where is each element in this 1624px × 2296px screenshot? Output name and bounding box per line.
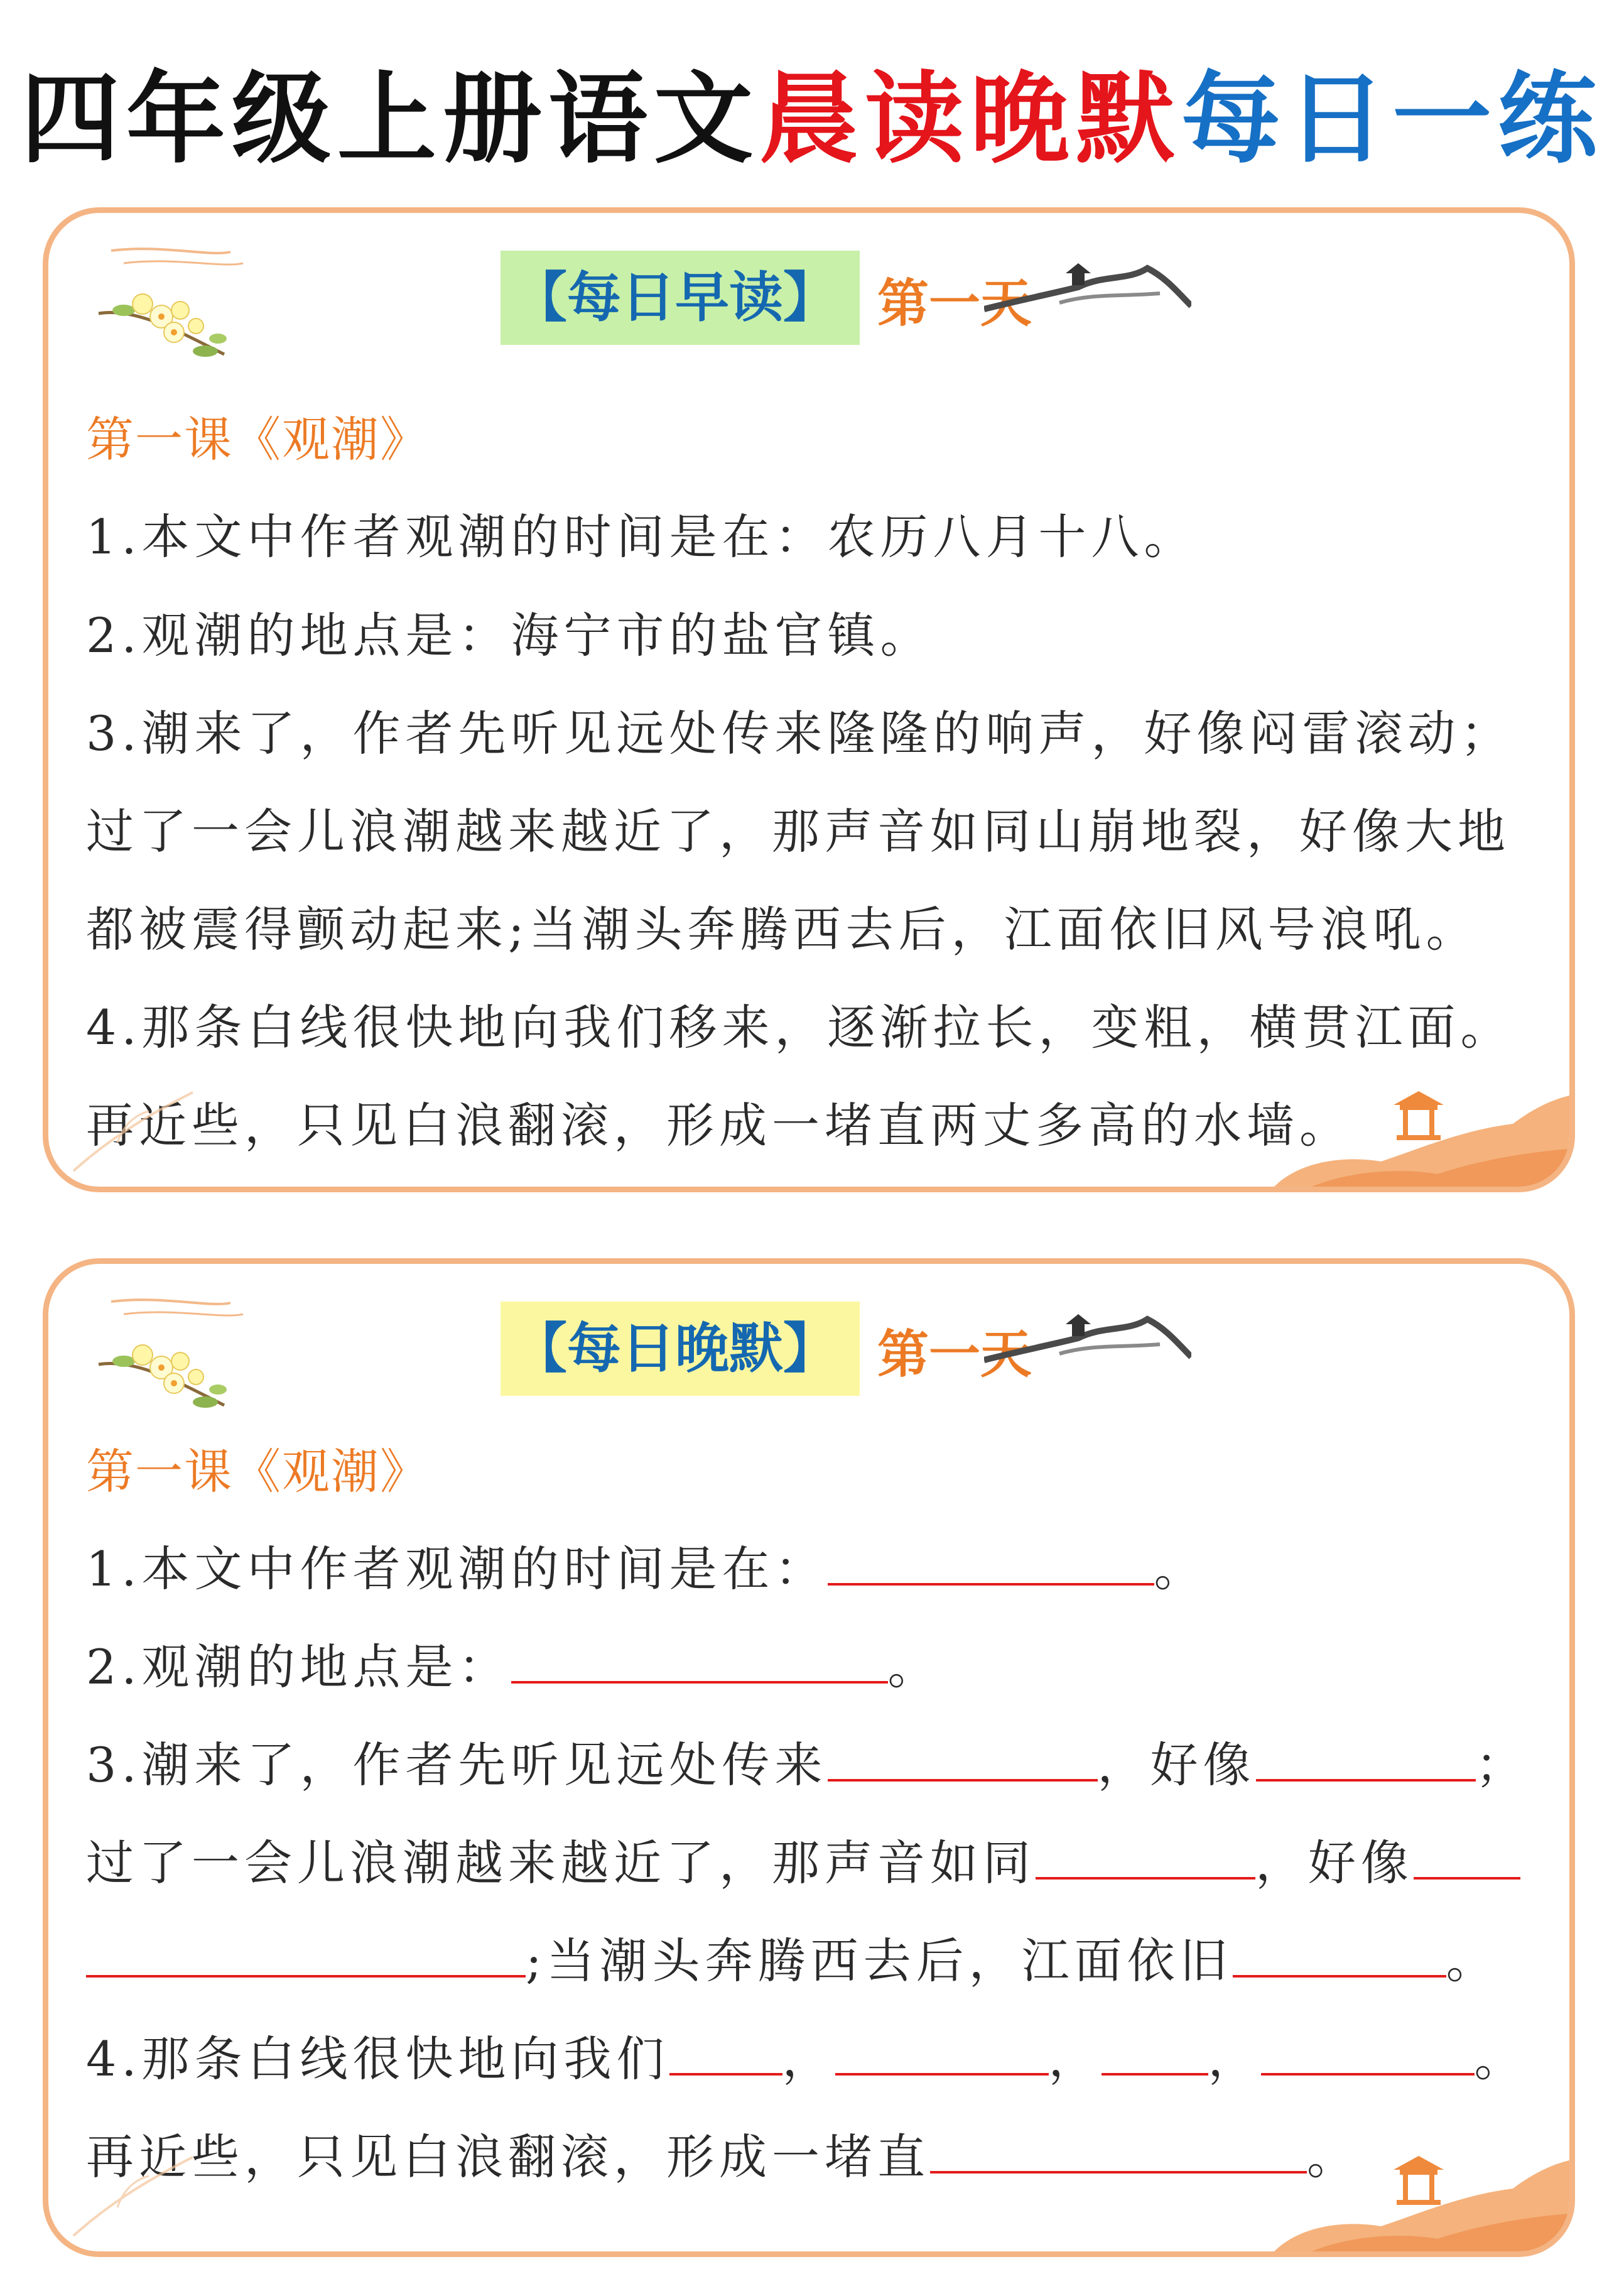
answer-blank[interactable] bbox=[1414, 1838, 1520, 1880]
line-text: 再近些，只见白浪翻滚，形成一堵直 bbox=[86, 2129, 930, 2185]
line-text: 。 bbox=[1154, 1541, 1207, 1597]
line-text: 。 bbox=[887, 1639, 941, 1695]
line-text: ， bbox=[1208, 2031, 1261, 2087]
answer-blank[interactable] bbox=[1102, 2034, 1208, 2076]
line-text: ，好像 bbox=[1255, 1835, 1414, 1891]
morning-line: 过了一会儿浪潮越来越近了，那声音如同山崩地裂，好像大地 bbox=[86, 803, 1510, 859]
evening-dictation-card bbox=[43, 1258, 1575, 2257]
pavilion-icon bbox=[1274, 2126, 1569, 2251]
line-text: 2.观潮的地点是： bbox=[86, 1639, 511, 1695]
evening-lesson-title: 第一课《观潮》 bbox=[86, 1444, 429, 1499]
morning-line: 2.观潮的地点是：海宁市的盐官镇。 bbox=[86, 607, 933, 663]
answer-blank[interactable] bbox=[669, 2034, 782, 2076]
line-text: 。 bbox=[1446, 1933, 1499, 1989]
pavilion-icon bbox=[1274, 1061, 1569, 1187]
answer-blank[interactable] bbox=[86, 1936, 526, 1978]
mountain-pavilion-icon bbox=[984, 1300, 1191, 1395]
line-text: 3.潮来了，作者先听见远处传来 bbox=[86, 1737, 828, 1793]
morning-line: 都被震得颤动起来;当潮头奔腾西去后，江面依旧风号浪吼。 bbox=[86, 901, 1479, 957]
answer-blank[interactable] bbox=[828, 1544, 1154, 1586]
flower-branch-icon bbox=[86, 1289, 274, 1415]
line-text: 4.那条白线很快地向我们 bbox=[86, 2031, 669, 2087]
twig-decoration-icon bbox=[67, 2145, 212, 2239]
line-text: 过了一会儿浪潮越来越近了，那声音如同 bbox=[86, 1835, 1036, 1891]
evening-line-6 bbox=[86, 2021, 1527, 2089]
morning-lesson-title: 第一课《观潮》 bbox=[86, 411, 429, 467]
evening-line-5 bbox=[86, 1923, 1499, 1991]
morning-tag: 【每日早读】 bbox=[501, 251, 860, 345]
answer-blank[interactable] bbox=[835, 2034, 1049, 2076]
title-grade-subject: 四年级上册语文 bbox=[21, 62, 759, 177]
page-title bbox=[0, 57, 1624, 182]
answer-blank[interactable] bbox=[1036, 1838, 1255, 1880]
morning-line: 1.本文中作者观潮的时间是在：农历八月十八。 bbox=[86, 509, 1197, 565]
morning-line: 再近些，只见白浪翻滚，形成一堵直两丈多高的水墙。 bbox=[86, 1097, 1352, 1153]
line-text: ， bbox=[1048, 2031, 1102, 2087]
answer-blank[interactable] bbox=[1261, 2034, 1475, 2076]
title-morning-evening: 晨读晚默 bbox=[759, 62, 1181, 177]
answer-blank[interactable] bbox=[828, 1740, 1098, 1782]
evening-line-4 bbox=[86, 1825, 1520, 1893]
line-text: ，好像 bbox=[1097, 1737, 1256, 1793]
twig-decoration-icon bbox=[67, 1080, 212, 1174]
answer-blank[interactable] bbox=[1233, 1936, 1446, 1978]
morning-line: 4.那条白线很快地向我们移来，逐渐拉长，变粗，横贯江面。 bbox=[86, 999, 1513, 1055]
mountain-pavilion-icon bbox=[984, 249, 1191, 344]
morning-day-label: 第一天 bbox=[877, 274, 1032, 334]
evening-line-3 bbox=[86, 1727, 1529, 1795]
line-text: ， bbox=[782, 2031, 835, 2087]
answer-blank[interactable] bbox=[930, 2132, 1307, 2174]
answer-blank[interactable] bbox=[511, 1642, 888, 1684]
morning-reading-card bbox=[43, 207, 1575, 1192]
evening-tag: 【每日晚默】 bbox=[501, 1302, 860, 1396]
morning-line: 3.潮来了，作者先听见远处传来隆隆的响声，好像闷雷滚动； bbox=[86, 705, 1513, 761]
evening-day-label: 第一天 bbox=[877, 1325, 1032, 1385]
line-text: 。 bbox=[1307, 2129, 1360, 2185]
line-text: 1.本文中作者观潮的时间是在： bbox=[86, 1541, 828, 1597]
evening-line-7 bbox=[86, 2119, 1360, 2187]
line-text: ;当潮头奔腾西去后，江面依旧 bbox=[526, 1933, 1233, 1989]
line-text: ； bbox=[1475, 1737, 1529, 1793]
title-daily-practice: 每日一练 bbox=[1181, 62, 1603, 177]
evening-line-1 bbox=[86, 1531, 1207, 1599]
answer-blank[interactable] bbox=[1256, 1740, 1476, 1782]
line-text: 。 bbox=[1474, 2031, 1527, 2087]
flower-branch-icon bbox=[86, 238, 274, 364]
evening-line-2 bbox=[86, 1629, 941, 1697]
